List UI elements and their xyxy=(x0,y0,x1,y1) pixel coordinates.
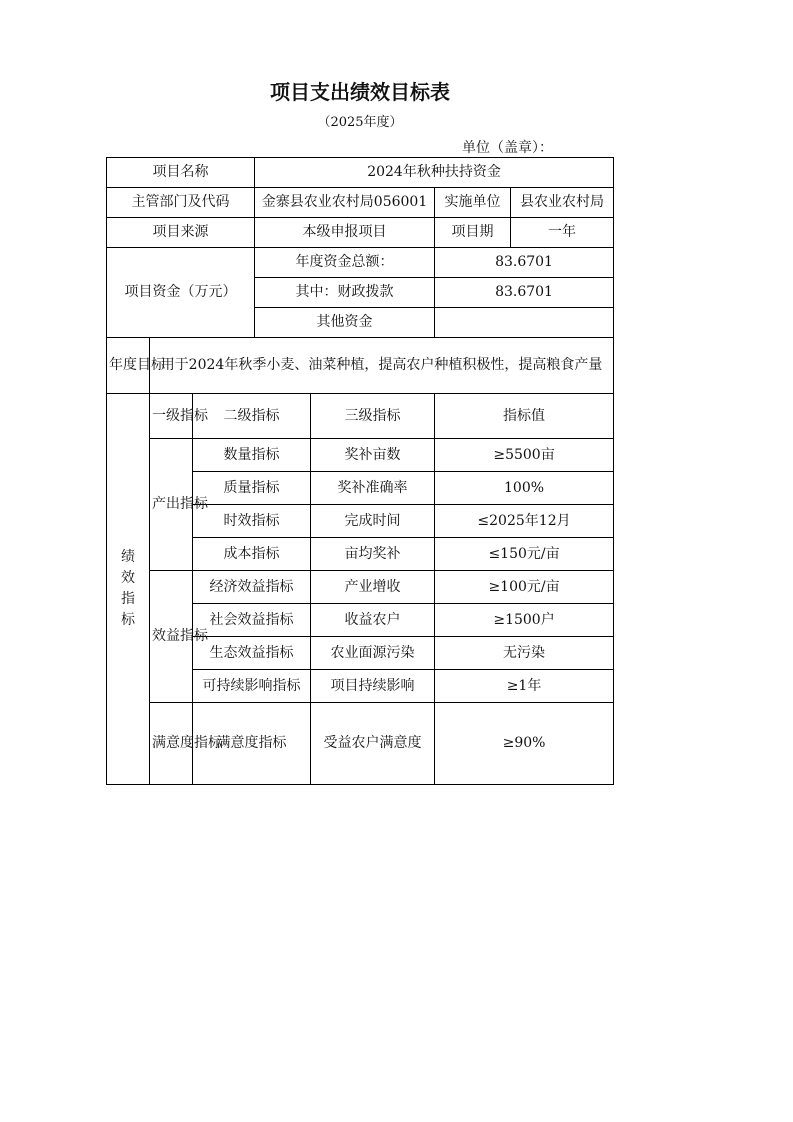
document-title: 项目支出绩效目标表 xyxy=(270,80,450,104)
project-source-value: 本级申报项目 xyxy=(255,218,435,248)
project-name-value: 2024年秋种扶持资金 xyxy=(255,158,614,188)
output-level2: 成本指标 xyxy=(193,538,311,571)
output-level2: 数量指标 xyxy=(193,439,311,472)
funds-other-label: 其他资金 xyxy=(255,308,435,338)
project-name-label: 项目名称 xyxy=(107,158,255,188)
output-value: ≤2025年12月 xyxy=(435,505,614,538)
department-label: 主管部门及代码 xyxy=(107,188,255,218)
output-level3: 完成时间 xyxy=(311,505,435,538)
output-value: 100% xyxy=(435,472,614,505)
benefit-value: ≥1500户 xyxy=(435,604,614,637)
funds-other-value xyxy=(435,308,614,338)
funds-total-row xyxy=(107,248,614,278)
output-value: ≥5500亩 xyxy=(435,439,614,472)
benefit-value: 无污染 xyxy=(435,637,614,670)
benefit-level3: 产业增收 xyxy=(311,571,435,604)
implementing-unit-label: 实施单位 xyxy=(435,188,511,218)
satisfaction-level3: 受益农户满意度 xyxy=(311,703,435,785)
funds-total-label: 年度资金总额： xyxy=(255,248,435,278)
benefit-value: ≥1年 xyxy=(435,670,614,703)
level2-header: 二级指标 xyxy=(193,394,311,439)
output-level2: 时效指标 xyxy=(193,505,311,538)
output-value: ≤150元/亩 xyxy=(435,538,614,571)
indicator-header-row xyxy=(107,394,614,439)
output-level3: 亩均奖补 xyxy=(311,538,435,571)
project-period-label: 项目期 xyxy=(435,218,511,248)
project-name-row xyxy=(107,158,614,188)
value-header: 指标值 xyxy=(435,394,614,439)
performance-indicator-label: 绩效指标 xyxy=(107,394,150,785)
funds-fiscal-label: 其中：财政拨款 xyxy=(255,278,435,308)
annual-goal-text: 用于2024年秋季小麦、油菜种植，提高农户种植积极性，提高粮食产量 xyxy=(150,338,614,394)
funds-fiscal-value: 83.6701 xyxy=(435,278,614,308)
level3-header: 三级指标 xyxy=(311,394,435,439)
document-year: （2025年度） xyxy=(317,115,403,130)
annual-goal-label: 年度目标 xyxy=(107,338,150,394)
benefit-level2: 社会效益指标 xyxy=(193,604,311,637)
output-level3: 奖补亩数 xyxy=(311,439,435,472)
annual-goal-row xyxy=(107,338,614,394)
level1-header: 一级指标 xyxy=(150,394,193,439)
benefit-level2: 可持续影响指标 xyxy=(193,670,311,703)
output-level3: 奖补准确率 xyxy=(311,472,435,505)
project-funds-label: 项目资金（万元） xyxy=(107,248,255,338)
project-source-label: 项目来源 xyxy=(107,218,255,248)
department-value: 金寨县农业农村局056001 xyxy=(255,188,435,218)
table-row xyxy=(107,571,614,604)
performance-target-table xyxy=(106,157,614,785)
implementing-unit-value: 县农业农村局 xyxy=(511,188,614,218)
department-row xyxy=(107,188,614,218)
funds-total-value: 83.6701 xyxy=(435,248,614,278)
benefit-level2: 经济效益指标 xyxy=(193,571,311,604)
project-source-row xyxy=(107,218,614,248)
satisfaction-value: ≥90% xyxy=(435,703,614,785)
benefit-level3: 项目持续影响 xyxy=(311,670,435,703)
output-level2: 质量指标 xyxy=(193,472,311,505)
benefit-level3: 农业面源污染 xyxy=(311,637,435,670)
benefit-level2: 生态效益指标 xyxy=(193,637,311,670)
project-period-value: 一年 xyxy=(511,218,614,248)
benefit-level3: 收益农户 xyxy=(311,604,435,637)
benefit-value: ≥100元/亩 xyxy=(435,571,614,604)
satisfaction-indicator-label: 满意度指标 xyxy=(150,703,193,785)
table-row xyxy=(107,703,614,785)
unit-stamp-label: 单位（盖章）： xyxy=(462,140,553,156)
output-indicator-label: 产出指标 xyxy=(150,439,193,571)
table-row xyxy=(107,439,614,472)
benefit-indicator-label: 效益指标 xyxy=(150,571,193,703)
satisfaction-level2: 满意度指标 xyxy=(193,703,311,785)
